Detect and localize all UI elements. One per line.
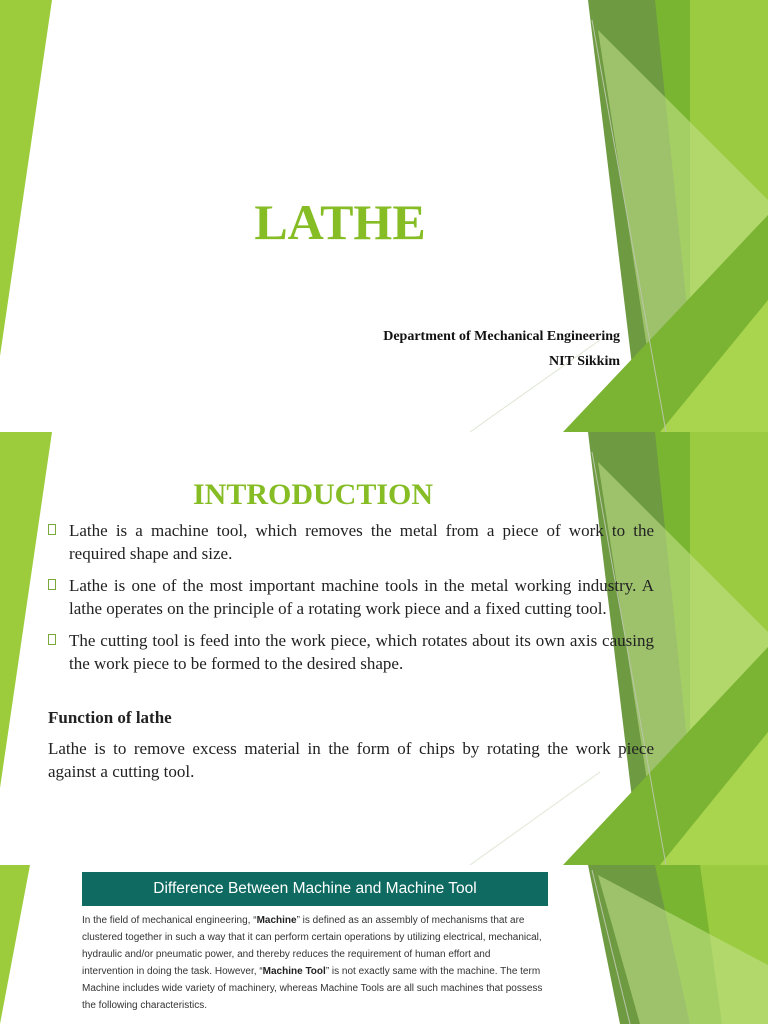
slide-title: LATHE (254, 194, 426, 250)
institute-name: NIT Sikkim (549, 354, 620, 369)
difference-banner: Difference Between Machine and Machine Tool (82, 872, 548, 906)
bullet-text: The cutting tool is feed into the work piece, which rotates about its own axis causing the work piece to be formed to the desired shape. (69, 631, 654, 673)
title-slide (0, 0, 768, 432)
introduction-slide (0, 432, 768, 865)
list-item (48, 630, 654, 675)
list-item (48, 575, 654, 620)
bullet-icon (48, 579, 56, 590)
function-text: Lathe is to remove excess material in the form of chips by rotating the work piece against a cutting tool. (48, 739, 654, 781)
list-item (48, 520, 654, 565)
definition-text: In the field of mechanical engineering, “ (82, 915, 257, 926)
department-name: Department of Mechanical Engineering (383, 329, 620, 344)
function-heading: Function of lathe (48, 708, 172, 727)
term-machine-tool: Machine Tool (262, 966, 326, 977)
bullet-icon (48, 634, 56, 645)
definition-text: ” is defined as an assembly of mechanisms that are clustered together in such a way that it can perform certain operations by utilizing electrical, mechanical, hydraulic and/or pneumatic power, and thereby reduces the requirement of human effort and intervention in doing the task. However, “ (82, 915, 542, 977)
definition-text: ” is not exactly same with the machine. The term Machine includes wide variety of machinery, whereas Machine Tools are all such machines that possess the following characteristics. (82, 966, 543, 1011)
bullet-list (48, 520, 654, 685)
introduction-heading: INTRODUCTION (192, 478, 434, 511)
bullet-text: Lathe is one of the most important machine tools in the metal working industry. A lathe operates on the principle of a rotating work piece and a fixed cutting tool. (69, 576, 654, 618)
difference-slide (0, 865, 768, 1024)
bullet-icon (48, 524, 56, 535)
term-machine: Machine (256, 915, 297, 926)
bullet-text: Lathe is a machine tool, which removes the metal from a piece of work to the required shape and size. (69, 521, 654, 563)
definition-paragraph (82, 912, 544, 1014)
